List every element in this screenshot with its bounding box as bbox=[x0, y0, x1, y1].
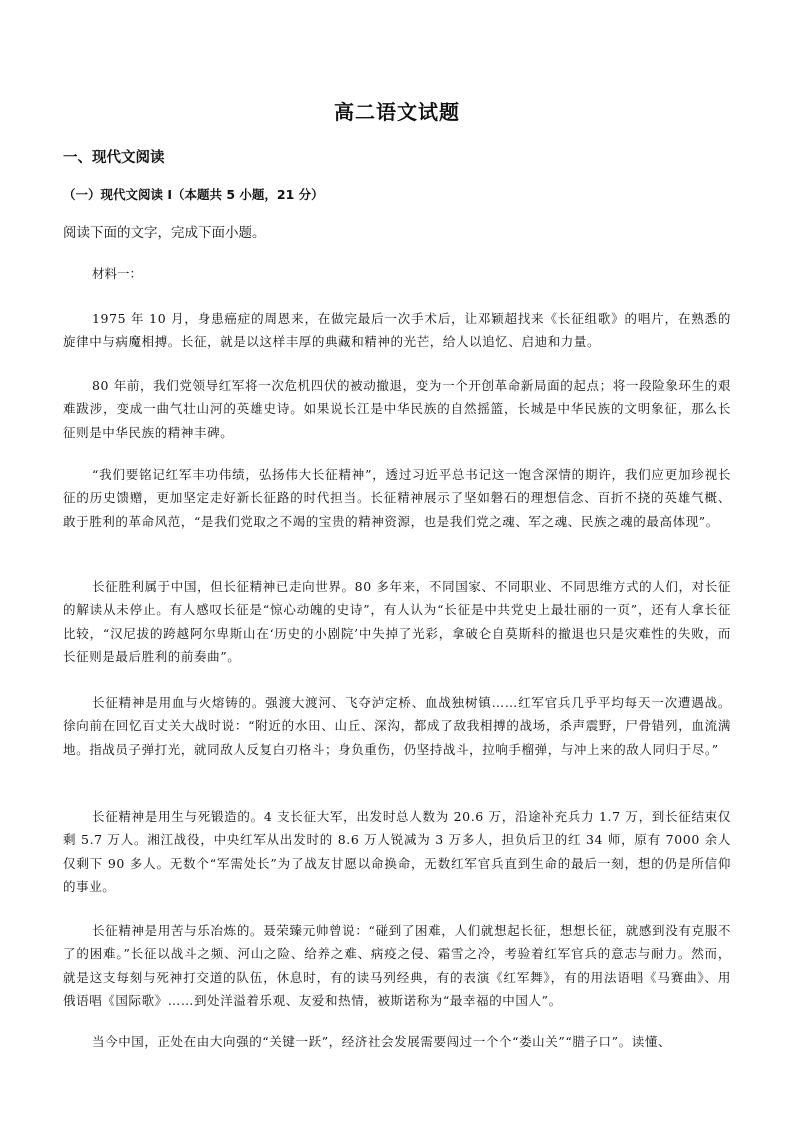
paragraph: 长征精神是用血与火熔铸的。强渡大渡河、飞夺泸定桥、血战独树镇……红军官兵几乎平均每天一次遭遇战。徐向前在回忆百丈关大战时说：“附近的水田、山丘、深沟，都成了敌我相搏的战场，杀声震野，尸骨错列，血流满地。指战员子弹打光，就同敌人反复白刃格斗；身负重伤，仍坚持战斗，拉响手榴弹，与冲上来的敌人同归于尽。” bbox=[63, 694, 731, 757]
paragraph: 当今中国，正处在由大向强的“关键一跃”，经济社会发展需要闯过一个个“娄山关”“腊子口”。读懂、 bbox=[92, 1033, 672, 1049]
paragraph: 80 年前，我们党领导红军将一次危机四伏的被动撤退，变为一个开创革命新局面的起点；将一段险象环生的艰难跋涉，变成一曲气壮山河的英雄史诗。如果说长江是中华民族的自然摇篮，长城是中华民族的文明象征，那么长征则是中华民族的精神丰碑。 bbox=[63, 377, 731, 440]
section-heading: 一、现代文阅读 bbox=[63, 150, 165, 166]
paragraph: 长征精神是用苦与乐冶炼的。聂荣臻元帅曾说：“碰到了困难，人们就想起长征，想想长征，就感到没有克服不了的困难。”长征以战斗之频、河山之险、给养之难、病疫之侵、霜雪之冷，考验着红军官兵的意志与耐力。然而，就是这支每刻与死神打交道的队伍，休息时，有的读马列经典，有的表演《红军舞》，有的用法语唱《马赛曲》、用俄语唱《国际歌》……到处洋溢着乐观、友爱和热情，被斯诺称为“最幸福的中国人”。 bbox=[63, 922, 731, 1008]
subsection-heading: （一）现代文阅读 I（本题共 5 小题，21 分） bbox=[63, 187, 324, 202]
material-label: 材料一： bbox=[92, 266, 143, 281]
page-title: 高二语文试题 bbox=[334, 100, 460, 124]
paragraph: 1975 年 10 月，身患癌症的周恩来，在做完最后一次手术后，让邓颖超找来《长征组歌》的唱片，在熟悉的旋律中与病魔相搏。长征，就是以这样丰厚的典藏和精神的光芒，给人以追忆、启迪和力量。 bbox=[63, 310, 731, 349]
instruction-text: 阅读下面的文字，完成下面小题。 bbox=[63, 225, 266, 241]
paragraph: 长征胜利属于中国，但长征精神已走向世界。80 多年来，不同国家、不同职业、不同思维方式的人们，对长征的解读从未停止。有人感叹长征是“惊心动魄的史诗”，有人认为“长征是中共党史上最壮丽的一页”，还有人拿长征比较，“汉尼拔的跨越阿尔卑斯山在‘历史的小剧院’中失掉了光彩，拿破仑自莫斯科的撤退也只是灾难性的失败，而长征则是最后胜利的前奏曲”。 bbox=[63, 578, 731, 664]
paragraph: 长征精神是用生与死锻造的。4 支长征大军，出发时总人数为 20.6 万，沿途补充兵力 1.7 万，到长征结束仅剩 5.7 万人。湘江战役，中央红军从出发时的 8.6 万人锐减为 3 万多人，担负后卫的红 34 师，原有 7000 余人仅剩下 90 多人。无数个“军需处长”为了战友甘愿以命换命，无数红军官兵直到生命的最后一刻，想的仍是所信仰的事业。 bbox=[63, 808, 731, 894]
paragraph: “我们要铭记红军丰功伟绩，弘扬伟大长征精神”，透过习近平总书记这一饱含深情的期许，我们应更加珍视长征的历史馈赠，更加坚定走好新长征路的时代担当。长征精神展示了坚如磐石的理想信念、百折不挠的英雄气概、敢于胜利的革命风范，“是我们党取之不竭的宝贵的精神资源，也是我们党之魂、军之魂、民族之魂的最高体现”。 bbox=[63, 466, 731, 529]
